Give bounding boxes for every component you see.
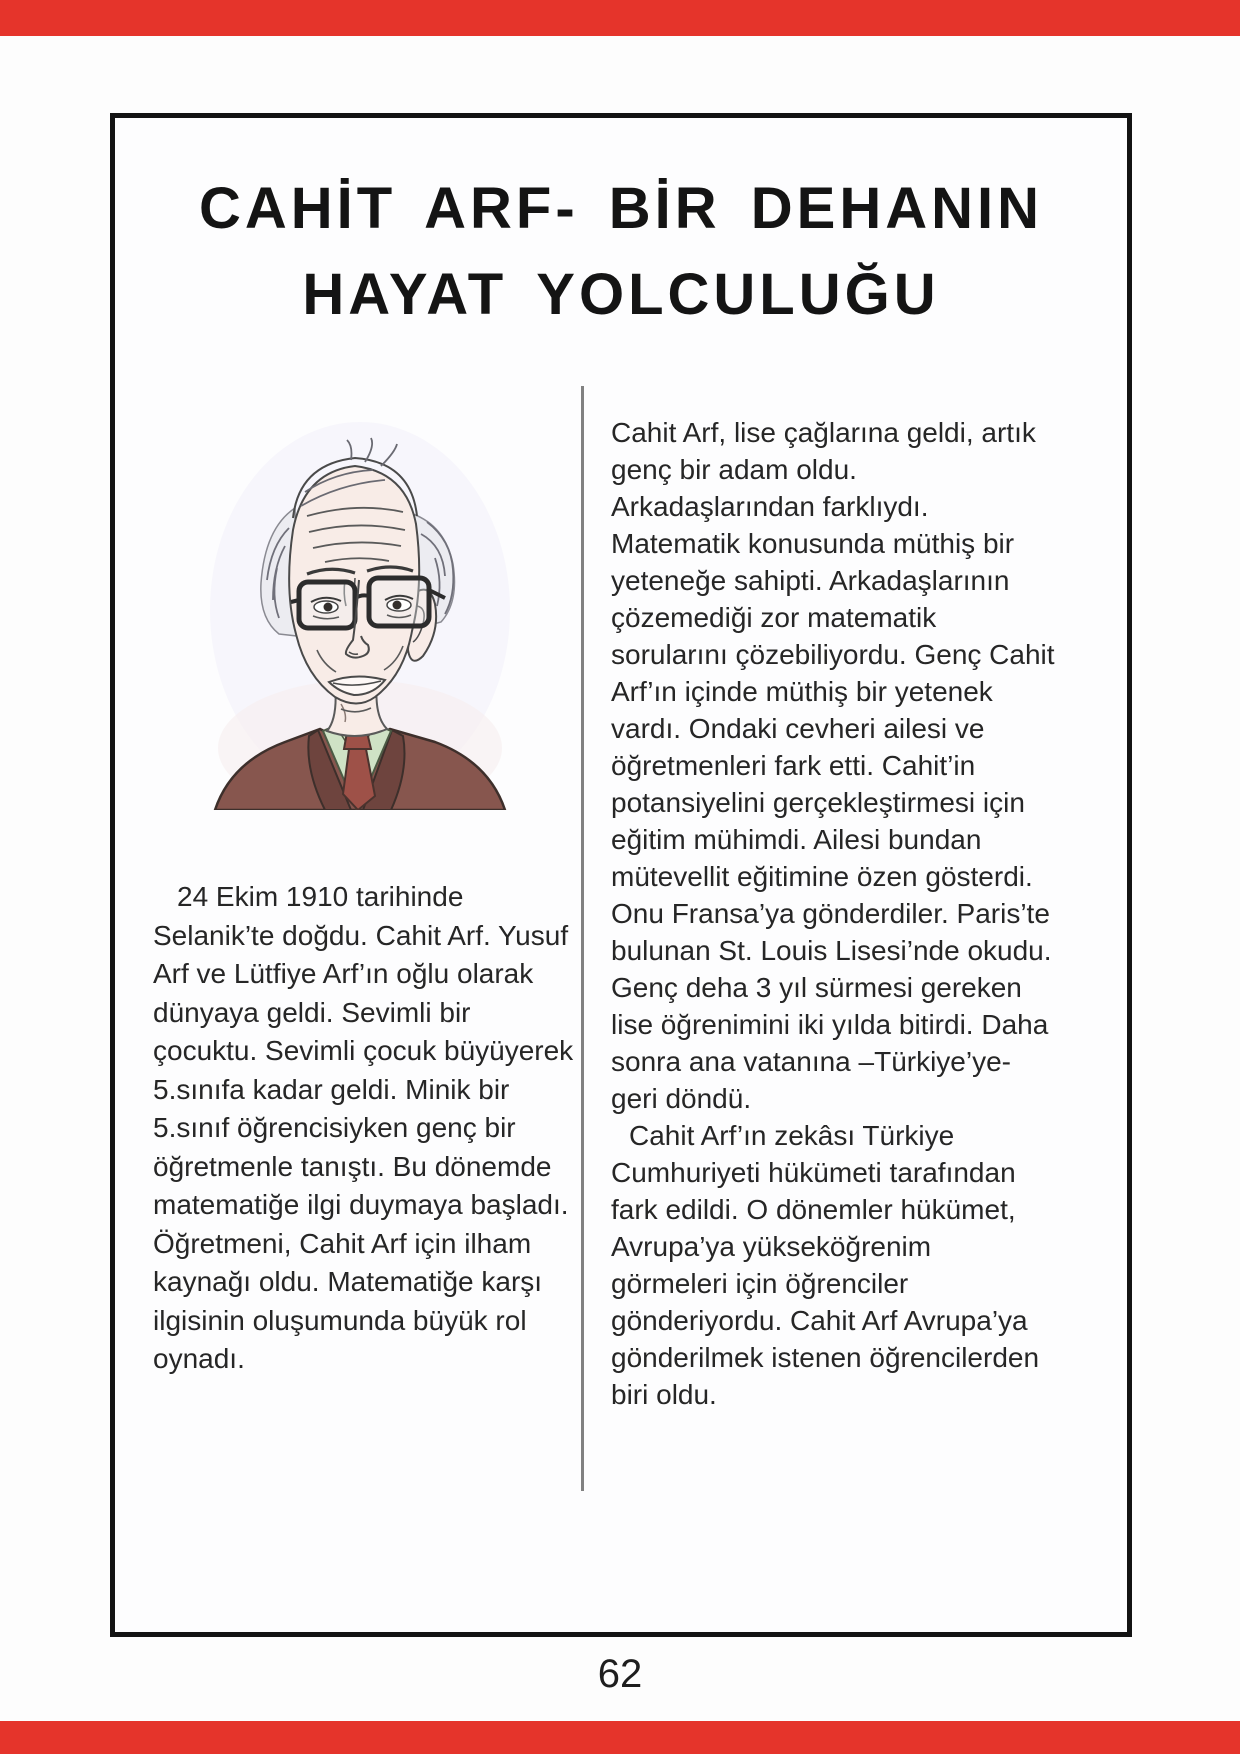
portrait-sketch	[205, 418, 515, 810]
page-number: 62	[597, 1652, 643, 1696]
left-column	[153, 878, 581, 1379]
bottom-red-band	[0, 1721, 1240, 1754]
column-divider	[581, 386, 584, 1491]
title-line-1: CAHİT ARF- BİR DEHANIN	[198, 176, 1044, 241]
top-red-band	[0, 0, 1240, 36]
title-line-2: HAYAT YOLCULUĞU	[302, 262, 940, 327]
article-title	[115, 166, 1127, 338]
paragraph-highschool-talent: Cahit Arf, lise çağlarına geldi, artık genç bir adam oldu. Arkadaşlarından farklıydı. Matematik konusunda müthiş bir yeteneğe sahipti. Arkadaşlarının çözemediği zor matematik sorularını çözebiliyordu. Genç Cahit Arf’ın içinde müthiş bir yetenek vardı. Ondaki cevheri ailesi ve öğretmenleri fark etti. Cahit’in potansiyelini gerçekleştirmesi için eğitim mühimdi. Ailesi bundan mütevellit eğitimine özen gösterdi. Onu Fransa’ya gönderdiler. Paris’te bulunan St. Louis Lisesi’nde okudu. Genç deha 3 yıl sürmesi gereken lise öğrenimini iki yılda bitirdi. Daha sonra ana vatanına –Türkiye’ye- geri döndü.	[611, 417, 1055, 1114]
cahit-arf-portrait-illustration	[205, 418, 515, 810]
paragraph-government-scholarship: Cahit Arf’ın zekâsı Türkiye Cumhuriyeti hükümeti tarafından fark edildi. O dönemler hükümet, Avrupa’ya yükseköğrenim görmeleri için öğrenciler gönderiyordu. Cahit Arf Avrupa’ya gönderilmek istenen öğrencilerden biri oldu.	[611, 1120, 1040, 1410]
right-column	[611, 414, 1055, 1413]
article-frame	[110, 113, 1132, 1637]
paragraph-birth-childhood: 24 Ekim 1910 tarihinde Selanik’te doğdu. Cahit Arf. Yusuf Arf ve Lütfiye Arf’ın oğlu olarak dünyaya geldi. Sevimli bir çocuktu. Sevimli çocuk büyüyerek 5.sınıfa kadar geldi. Minik bir 5.sınıf öğrencisiyken genç bir öğretmenle tanıştı. Bu dönemde matematiğe ilgi duymaya başladı. Öğretmeni, Cahit Arf için ilham kaynağı oldu. Matematiğe karşı ilgisinin oluşumunda büyük rol oynadı.	[153, 881, 574, 1374]
